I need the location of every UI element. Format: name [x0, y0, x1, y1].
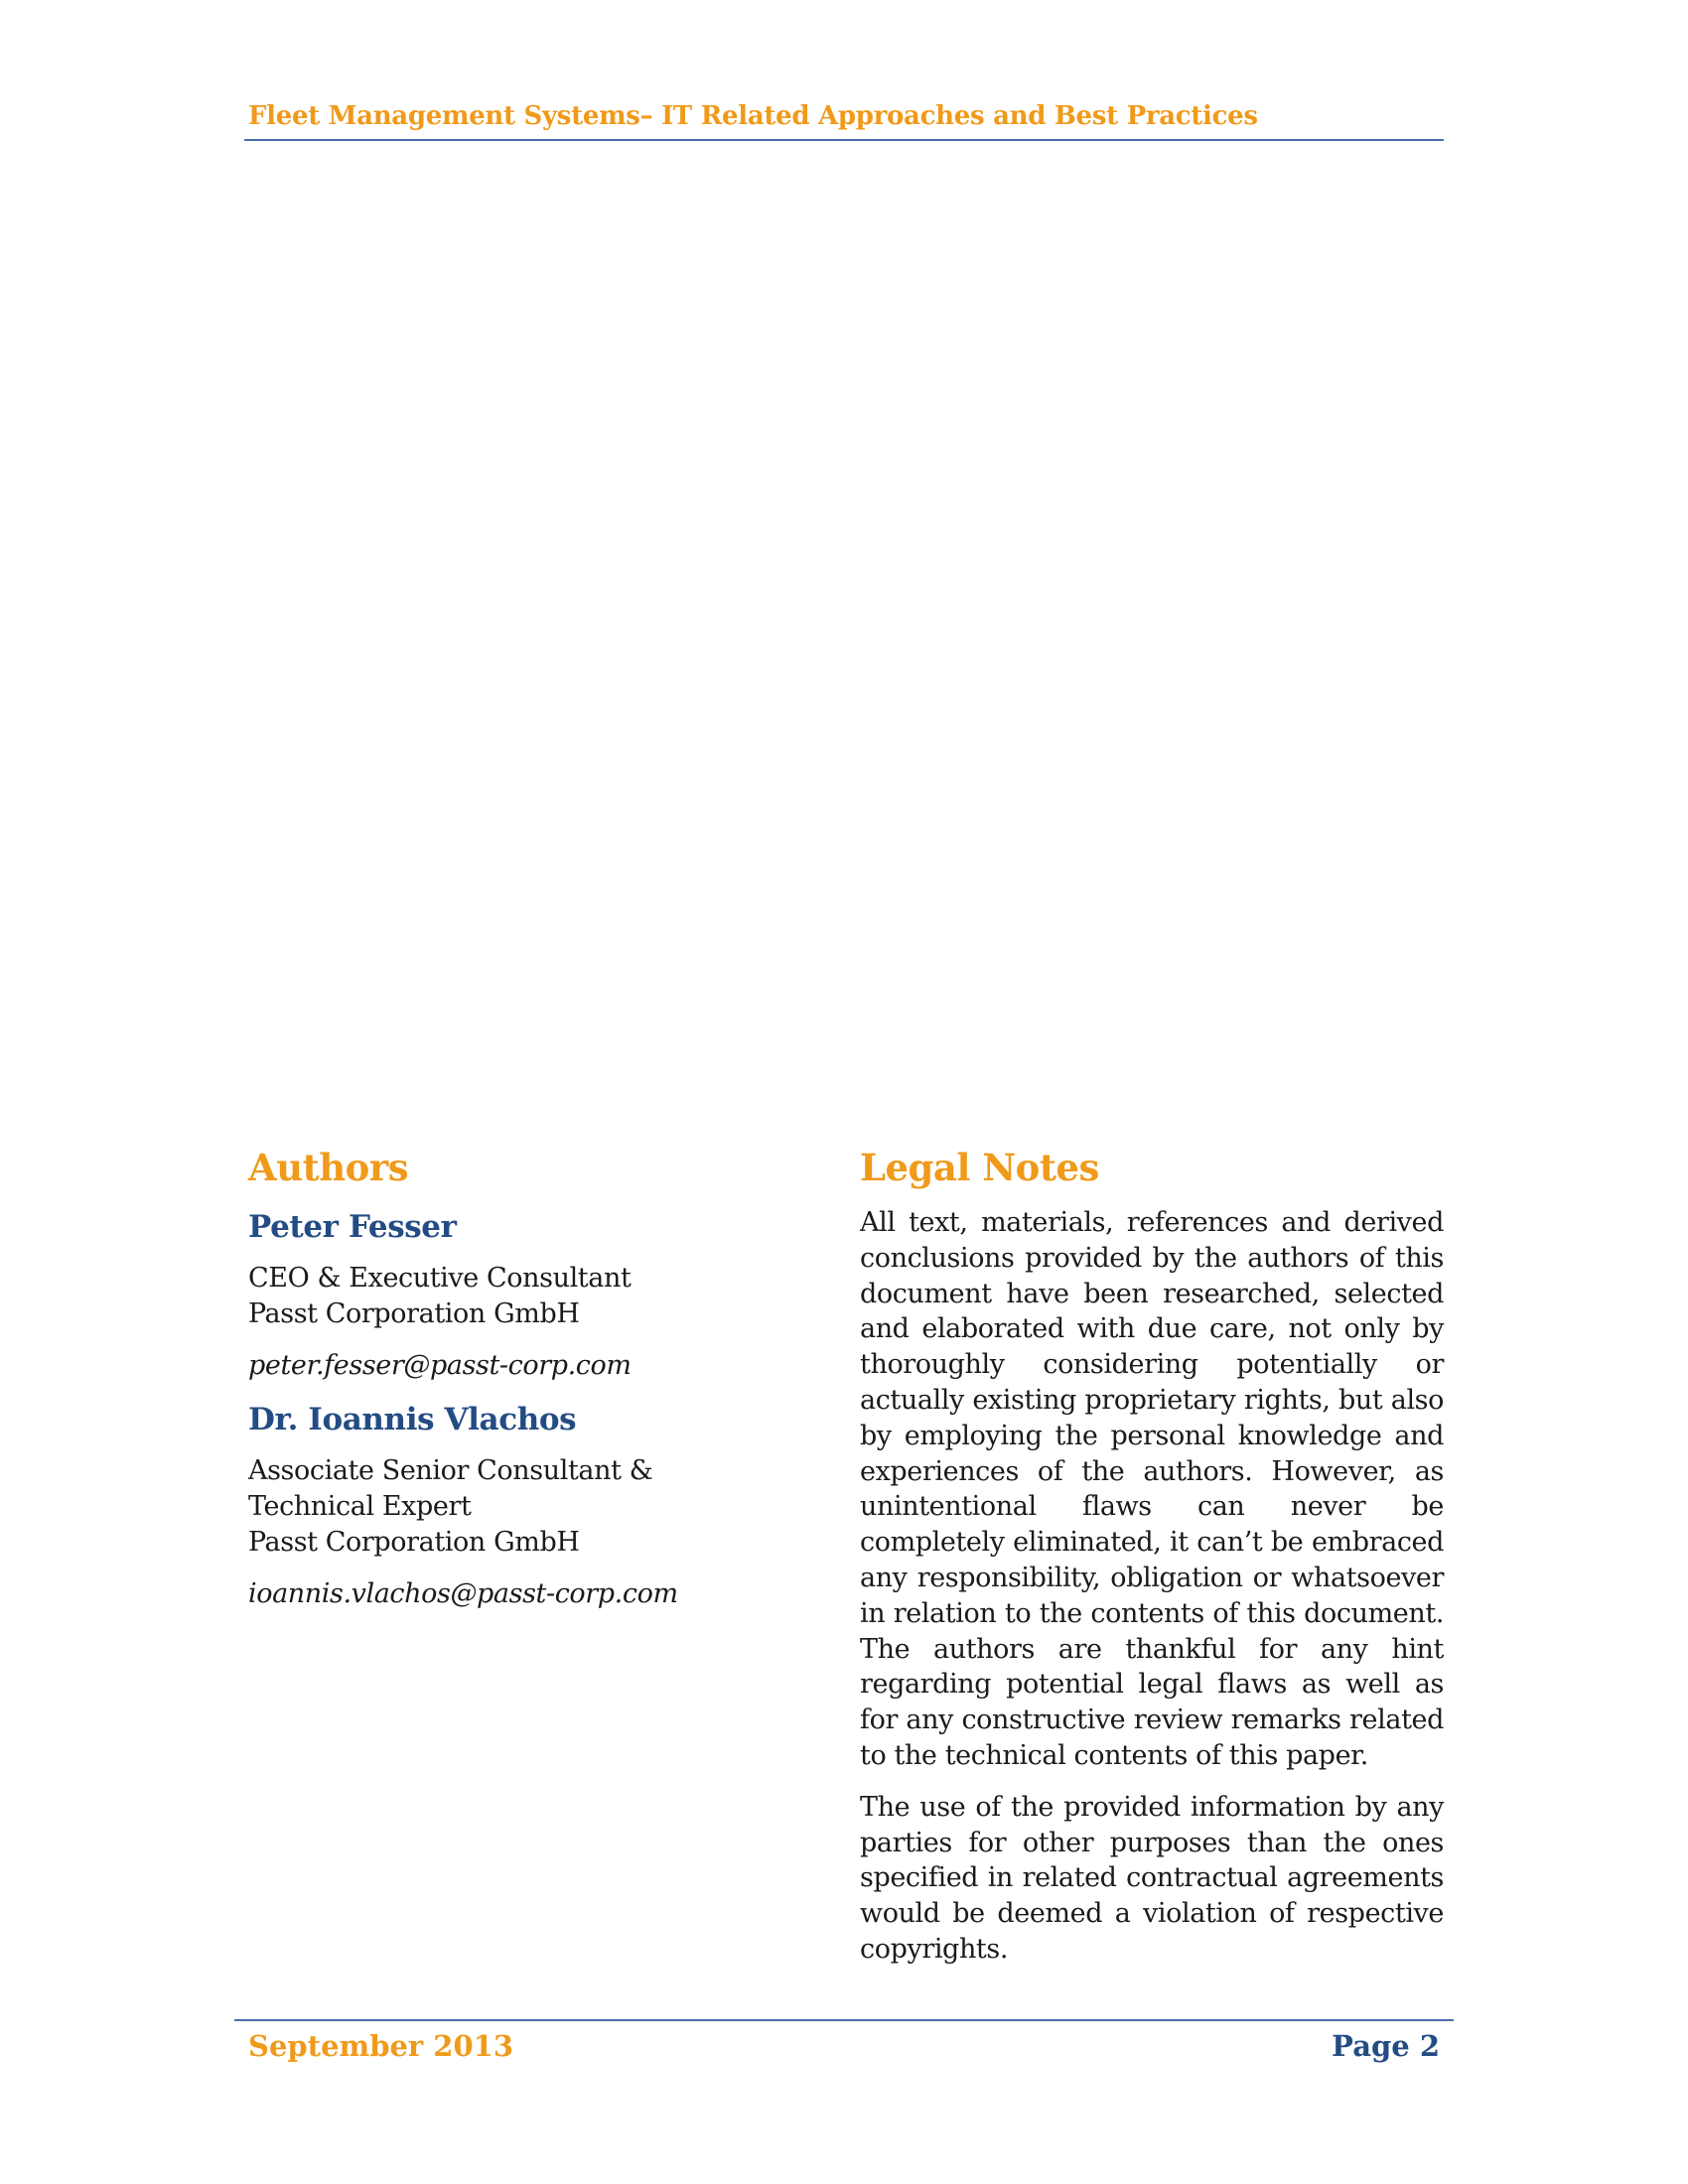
- author-name: Peter Fesser: [248, 1209, 457, 1245]
- legal-paragraph: The use of the provided information by any parties for other purposes than the ones specified in related contractual agreements would be deemed a violation of respective copyrights.: [860, 1791, 1444, 1965]
- legal-notes-heading: Legal Notes: [860, 1146, 1099, 1189]
- authors-heading: Authors: [248, 1146, 409, 1189]
- legal-paragraph: All text, materials, references and derived conclusions provided by the authors of this document have been researched, selected and elaborated with due care, not only by thoroughly considering potentially or actually existing proprietary rights, but also by employing the personal knowledge and experiences of the authors. However, as unintentional flaws can never be completely eliminated, it can’t be embraced any responsibility, obligation or whatsoever in relation to the contents of this document. The authors are thankful for any hint regarding potential legal flaws as well as for any constructive review remarks related to the technical contents of this paper.: [860, 1207, 1444, 1771]
- author-affiliation: [248, 1453, 804, 1561]
- author-affiliation: [248, 1261, 804, 1332]
- authors-section: [248, 1140, 804, 1612]
- author-role: CEO & Executive Consultant: [248, 1263, 632, 1294]
- legal-notes-section: [860, 1140, 1444, 1968]
- author-email: peter.fesser@passt-corp.com: [248, 1350, 632, 1381]
- author-company: Passt Corporation GmbH: [248, 1527, 580, 1558]
- author-company: Passt Corporation GmbH: [248, 1298, 580, 1329]
- page-header: [244, 95, 1444, 141]
- author-name: Dr. Ioannis Vlachos: [248, 1402, 577, 1437]
- page-number: Page 2: [1332, 2029, 1440, 2063]
- document-title: Fleet Management Systems– IT Related Approaches and Best Practices: [248, 101, 1258, 131]
- author-email: ioannis.vlachos@passt-corp.com: [248, 1578, 678, 1609]
- page-footer: [234, 2019, 1454, 2091]
- author-role: Associate Senior Consultant &: [248, 1455, 653, 1486]
- footer-date: September 2013: [248, 2029, 514, 2063]
- author-role-continued: Technical Expert: [248, 1491, 472, 1522]
